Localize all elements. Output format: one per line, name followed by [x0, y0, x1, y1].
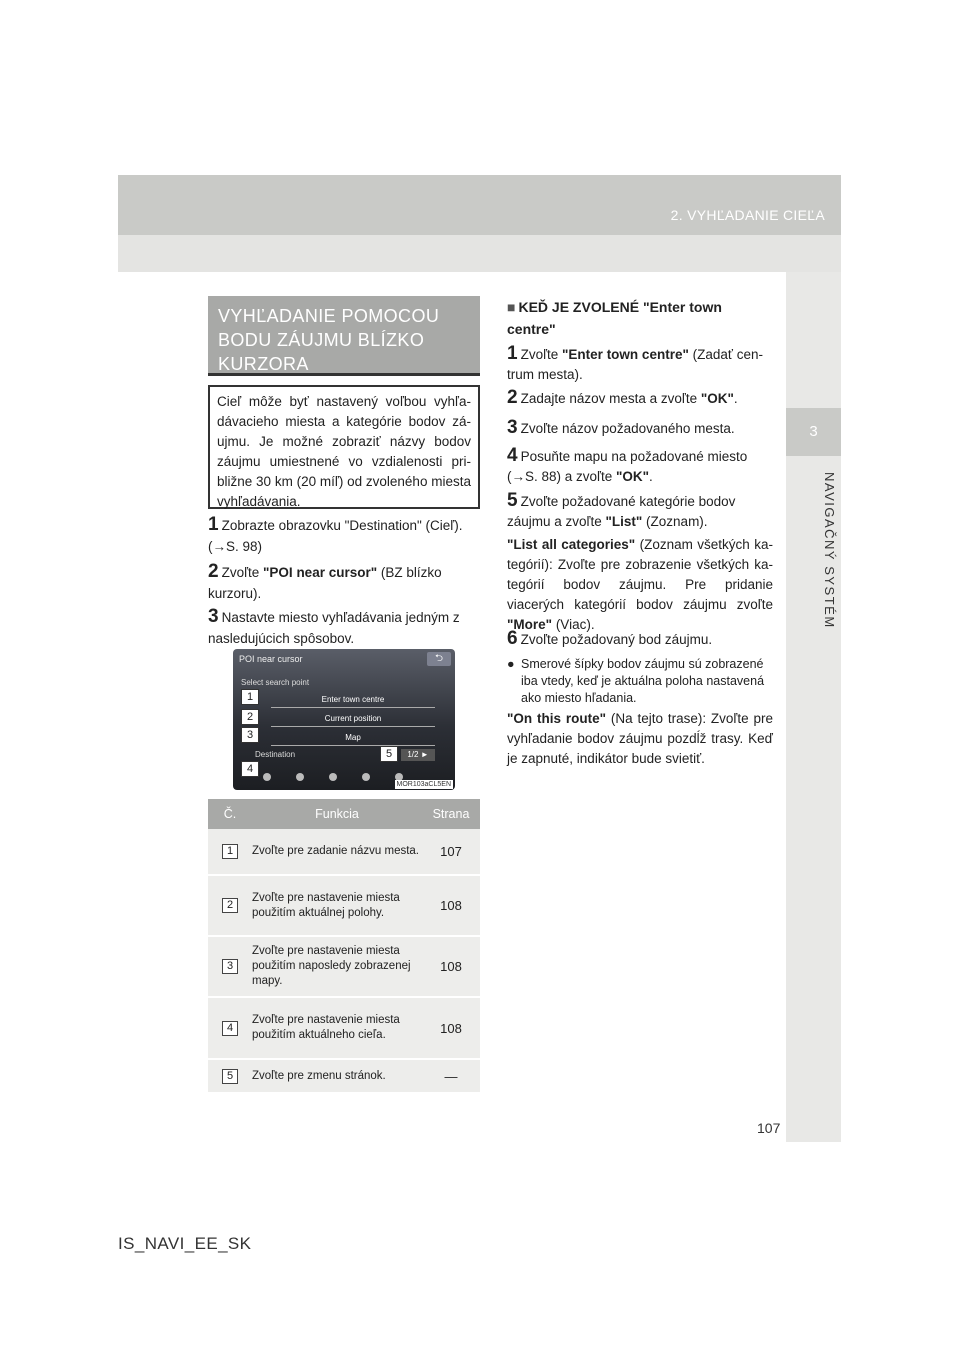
screen-title: POI near cursor	[239, 654, 303, 664]
chapter-label: NAVIGAČNÝ SYSTÉM	[822, 472, 837, 629]
table-row: 3 Zvoľte pre nastavenie miesta použitím naposledy zobrazenej mapy. 108	[208, 936, 480, 997]
header-inner-strip	[118, 235, 841, 272]
callout-2: 2	[241, 709, 259, 725]
col-number: Č.	[208, 799, 252, 829]
back-icon[interactable]: ⮌	[427, 652, 451, 666]
col-function: Funkcia	[252, 799, 422, 829]
list-all-note: "List all categories" (Zoznam všetkých ka-tegórií): Zvoľte pre zobrazenie všetkých ka-tegórií bodov záujmu. Pre pridanie viacerých kategórií bodov záujmu zvoľte "More" (Viac).	[507, 537, 773, 632]
right-step-6: 6 Zvoľte požadovaný bod záujmu.	[507, 628, 713, 649]
page-number: 107	[757, 1120, 781, 1136]
table-row: 1 Zvoľte pre zadanie názvu mesta. 107	[208, 829, 480, 875]
footer-code: IS_NAVI_EE_SK	[118, 1234, 252, 1253]
image-code: MOR103aCL5EN	[396, 781, 451, 788]
callout-5: 5	[380, 746, 398, 762]
callout-1: 1	[241, 689, 259, 705]
table-row: 4 Zvoľte pre nastavenie miesta použitím aktuálneho cieľa. 108	[208, 997, 480, 1059]
chapter-title: 2. VYHĽADANIE CIEĽA	[670, 207, 825, 223]
on-this-route-note: "On this route" (Na tejto trase): Zvoľte pre vyhľadanie bodov záujmu pozdĺž trasy. Keď je zapnuté, indikátor bude svietiť.	[507, 711, 773, 766]
function-table	[208, 799, 480, 1094]
table-row: 2 Zvoľte pre nastavenie miesta použitím aktuálnej polohy. 108	[208, 875, 480, 936]
map-button[interactable]: Map	[271, 731, 435, 746]
screen-subtitle: Select search point	[241, 678, 310, 687]
bullet-icon: ●	[507, 657, 515, 671]
right-heading: ■ KEĎ JE ZVOLENÉ "Enter town centre"	[507, 299, 722, 337]
callout-3: 3	[241, 727, 259, 743]
header-band	[118, 175, 841, 272]
right-step-1: 1 Zvoľte "Enter town centre" (Zadať cen-trum mesta).	[507, 343, 763, 382]
navigation-screenshot	[233, 649, 455, 790]
section-title: VYHĽADANIE POMOCOU BODU ZÁUJMU BLÍZKO KURZORA	[218, 306, 440, 374]
current-position-button[interactable]: Current position	[271, 712, 435, 727]
right-step-3: 3 Zvoľte názov požadovaného mesta.	[507, 417, 735, 438]
bullet-note: ● Smerové šípky bodov záujmu sú zobrazené iba vtedy, keď je aktuálna poloha nastavená ako miesto hľadania.	[507, 657, 765, 705]
intro-text: Cieľ môže byť nastavený voľbou vyhľa-dávacieho miesta a kategórie bodov zá-ujmu. Je možné zobraziť názvy bodov záujmu umiestnené vo vzdialenosti pri-bližne 30 km (20 míľ) od zvoleného miesta vyhľadávania.	[208, 385, 480, 509]
square-bullet-icon: ■	[507, 299, 516, 315]
right-step-4: 4 Posuňte mapu na požadované miesto (→S. 88) a zvoľte "OK".	[507, 445, 748, 484]
destination-label: Destination	[255, 750, 296, 759]
step-2: 2 Zvoľte "POI near cursor" (BZ blízko kurzoru).	[208, 561, 442, 601]
table-row: 5 Zvoľte pre zmenu stránok. —	[208, 1059, 480, 1093]
right-step-5: 5 Zvoľte požadované kategórie bodov záujmu a zvoľte "List" (Zoznam).	[507, 490, 736, 529]
page-switch-button[interactable]: 1/2 ►	[401, 749, 435, 761]
destination-dots	[263, 768, 433, 780]
chapter-number: 3	[786, 408, 841, 456]
section-heading	[208, 296, 480, 376]
col-page: Strana	[422, 799, 480, 829]
step-3: 3 Nastavte miesto vyhľadávania jedným z nasledujúcich spôsobov.	[208, 606, 460, 646]
enter-town-centre-button[interactable]: Enter town centre	[271, 693, 435, 708]
side-tab	[786, 272, 841, 1142]
callout-4: 4	[241, 761, 259, 777]
right-step-2: 2 Zadajte názov mesta a zvoľte "OK".	[507, 387, 738, 408]
step-1: 1 Zobrazte obrazovku "Destination" (Cieľ). (→S. 98)	[208, 514, 463, 554]
